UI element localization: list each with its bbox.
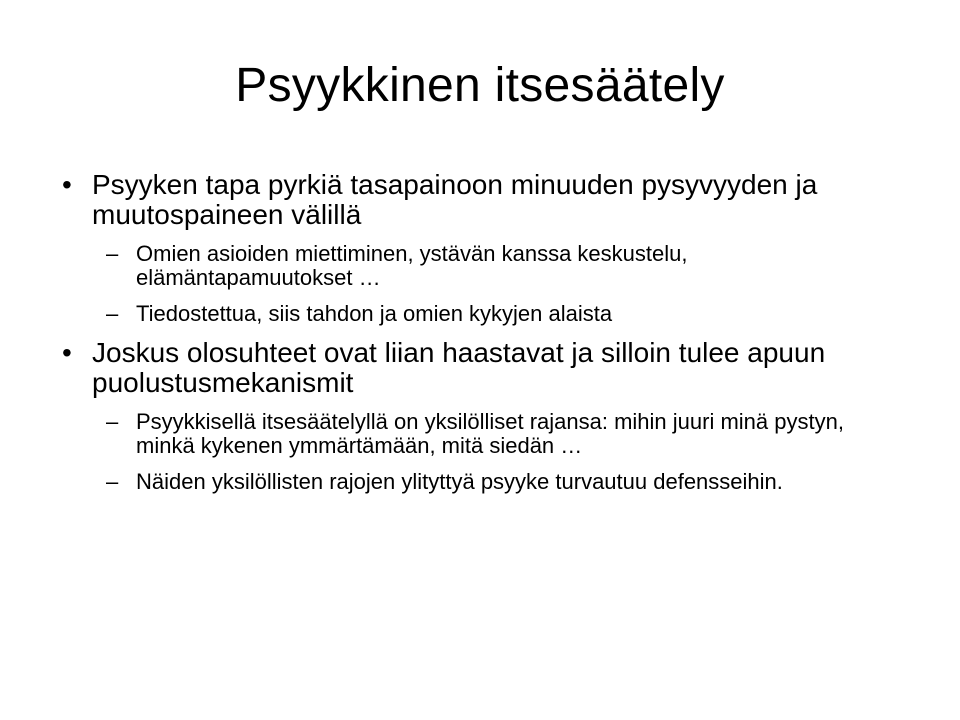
bullet-text: Psyyken tapa pyrkiä tasapainoon minuuden pysyvyyden ja muutospaineen välillä [92,169,818,230]
dash-icon: – [106,409,119,434]
sub-list [62,410,902,494]
sub-bullet-item [62,410,902,458]
sub-bullet-text: Omien asioiden miettiminen, ystävän kanssa keskustelu, elämäntapamuutokset … [136,241,688,290]
sub-bullet-item [62,302,902,326]
slide-content [62,170,902,506]
bullet-icon: • [62,337,72,368]
slide-title: Psyykkinen itsesäätely [235,59,725,112]
sub-bullet-text: Tiedostettua, siis tahdon ja omien kykyjen alaista [136,301,613,326]
dash-icon: – [106,301,119,326]
dash-icon: – [106,469,119,494]
bullet-item [62,170,902,230]
sub-bullet-text: Näiden yksilöllisten rajojen ylityttyä psyyke turvautuu defensseihin. [136,469,783,494]
dash-icon: – [106,241,119,266]
sub-bullet-text: Psyykkisellä itsesäätelyllä on yksilölliset rajansa: mihin juuri minä pystyn, minkä kykenen ymmärtämään, mitä siedän … [136,409,844,458]
bullet-item [62,338,902,398]
bullet-icon: • [62,169,72,200]
sub-bullet-item [62,242,902,290]
sub-list [62,242,902,326]
bullet-text: Joskus olosuhteet ovat liian haastavat ja silloin tulee apuun puolustusmekanismit [92,337,826,398]
sub-bullet-item [62,470,902,494]
